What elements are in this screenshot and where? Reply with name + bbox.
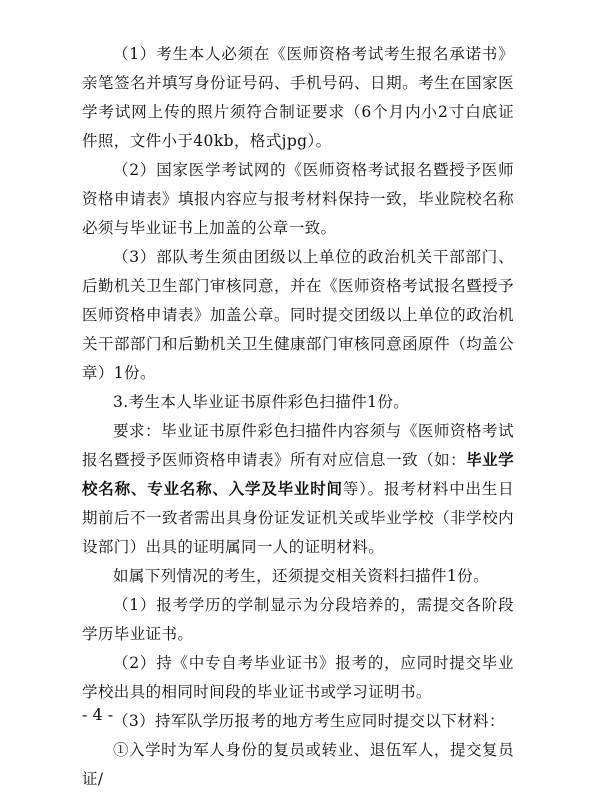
page-number: - 4 - bbox=[82, 705, 114, 724]
paragraph-item-2-self-study: （2）持《中专自考毕业证书》报考的，应同时提交毕业学校出具的相同时间段的毕业证书或学习证明书。 bbox=[82, 654, 514, 701]
paragraph-item-3-military-education: （3）持军队学历报考的地方考生应同时提交以下材料： bbox=[113, 712, 505, 730]
requirements-bold-text: 毕业学校名称、专业名称、入学及毕业时间 bbox=[82, 451, 515, 498]
requirements-text-pre: 要求：毕业证书原件彩色扫描件内容须与《医师资格考试报名暨授予医师资格申请表》所有对应信息一致（如： bbox=[82, 422, 514, 469]
paragraph-item-3-military: （3）部队考生须由团级以上单位的政治机关干部部门、后勤机关卫生部门审核同意，并在《医师资格考试报名暨授予医师资格申请表》加盖公章。同时提交团级以上单位的政治机关干部部门和后勤机关卫生健康部门审核同意函原件（均盖公章）1份。 bbox=[82, 248, 514, 382]
document-body bbox=[82, 40, 514, 794]
paragraph-additional-materials: 如属下列情况的考生，还须提交相关资料扫描件1份。 bbox=[113, 567, 489, 585]
paragraph-circled-1: ①入学时为军人身份的复员或转业、退伍军人，提交复员证/ bbox=[82, 741, 514, 788]
paragraph-item-1-segmented: （1）报考学历的学制显示为分段培养的，需提交各阶段学历毕业证书。 bbox=[82, 596, 514, 643]
paragraph-item-2-application-form: （2）国家医学考试网的《医师资格考试报名暨授予医师资格申请表》填报内容应与报考材料保持一致，毕业院校名称必须与毕业证书上加盖的公章一致。 bbox=[82, 161, 514, 237]
paragraph-section-3-diploma-scan: 3.考生本人毕业证书原件彩色扫描件1份。 bbox=[113, 393, 410, 411]
requirements-text-post: 等）。报考材料中出生日期前后不一致者需出具身份证发证机关或毕业学校（非学校内设部门）出具的证明属同一人的证明材料。 bbox=[82, 480, 514, 556]
paragraph-item-1-signature: （1）考生本人必须在《医师资格考试考生报名承诺书》亲笔签名并填写身份证号码、手机号码、日期。考生在国家医学考试网上传的照片须符合制证要求（6个月内小2寸白底证件照，文件小于40kb，格式jpg）。 bbox=[82, 45, 514, 150]
paragraph-requirements bbox=[82, 417, 514, 562]
